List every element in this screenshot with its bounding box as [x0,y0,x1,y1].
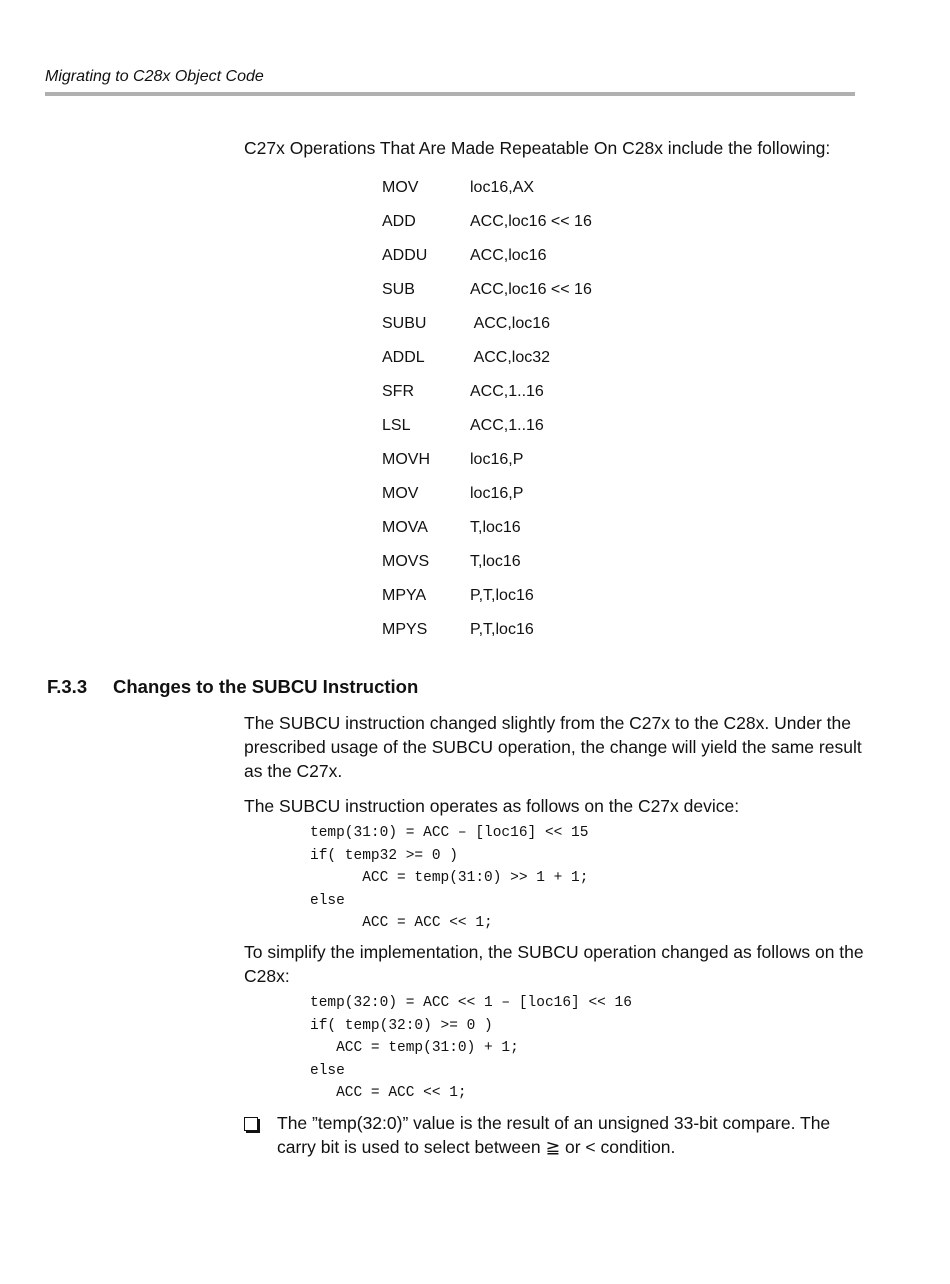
operation-mnemonic: SUB [382,281,415,298]
code-block-c28x [310,992,632,1105]
section-title: Changes to the SUBCU Instruction [113,676,419,697]
operation-mnemonic: LSL [382,417,411,434]
code-line: ACC = ACC << 1; [310,1085,467,1101]
paragraph-c28x-operation: To simplify the implementation, the SUBCU operation changed as follows on the C28x: [244,942,864,986]
code-line: if( temp(32:0) >= 0 ) [310,1017,493,1034]
operation-operands: ACC,loc16 << 16 [470,281,592,298]
operation-operands: ACC,loc16 [470,247,547,264]
operation-mnemonic: ADD [382,213,416,230]
operation-operands: ACC,1..16 [470,383,544,400]
operation-operands: loc16,P [470,485,524,502]
operation-row [382,275,592,309]
operation-operands: T,loc16 [470,519,521,536]
operation-operands: ACC,loc32 [470,349,551,366]
section-heading [47,676,418,698]
operation-row [382,581,592,615]
header-title: Migrating to C28x Object Code [45,68,264,85]
code-line: if( temp32 >= 0 ) [310,847,458,864]
paragraph-subcu-change: The SUBCU instruction changed slightly from the C27x to the C28x. Under the prescribed usage of the SUBCU operation, the change will yield the same result as the C27x. [244,713,862,781]
operation-mnemonic: ADDL [382,349,425,366]
operation-mnemonic: ADDU [382,247,428,264]
operation-operands: P,T,loc16 [470,621,534,638]
checkbox-bullet-icon [244,1117,258,1131]
operation-operands: P,T,loc16 [470,587,534,604]
operation-mnemonic: MPYA [382,587,427,604]
operation-row [382,207,592,241]
paragraph-c27x-operation: The SUBCU instruction operates as follows on the C27x device: [244,796,740,816]
header-rule [45,92,855,96]
code-line: ACC = ACC << 1; [310,915,493,931]
operation-mnemonic: MOV [382,485,419,502]
code-line: ACC = temp(31:0) + 1; [310,1040,519,1056]
operation-operands: ACC,1..16 [470,417,544,434]
operation-mnemonic: MOV [382,179,419,196]
operation-operands: loc16,AX [470,179,535,196]
operation-mnemonic: MOVA [382,519,428,536]
code-block-c27x [310,822,588,935]
page-header [45,68,855,96]
operation-row [382,615,592,649]
section-number: F.3.3 [47,676,88,697]
operation-row [382,173,592,207]
operation-row [382,343,592,377]
operation-row [382,547,592,581]
operation-row [382,445,592,479]
operation-row [382,479,592,513]
operation-operands: ACC,loc16 [470,315,551,332]
operation-mnemonic: MOVH [382,451,430,468]
operation-row [382,241,592,275]
operation-row [382,411,592,445]
code-line: temp(32:0) = ACC << 1 – [loc16] << 16 [310,995,632,1011]
operation-mnemonic: MPYS [382,621,428,638]
intro-paragraph: C27x Operations That Are Made Repeatable On C28x include the following: [244,138,831,158]
operation-operands: loc16,P [470,451,524,468]
operation-operands: T,loc16 [470,553,521,570]
operations-list [382,173,592,649]
operation-mnemonic: MOVS [382,553,430,570]
operation-operands: ACC,loc16 << 16 [470,213,592,230]
operation-row [382,377,592,411]
operation-row [382,309,592,343]
code-line: temp(31:0) = ACC – [loc16] << 15 [310,825,589,841]
operation-mnemonic: SUBU [382,315,427,332]
code-line: else [310,892,345,909]
code-line: else [310,1062,345,1079]
operation-mnemonic: SFR [382,383,414,400]
operation-row [382,513,592,547]
bullet-text: The ”temp(32:0)” value is the result of an unsigned 33-bit compare. The carry bit is used to select between ≧ or < condition. [277,1113,831,1157]
code-line: ACC = temp(31:0) >> 1 + 1; [310,870,589,886]
